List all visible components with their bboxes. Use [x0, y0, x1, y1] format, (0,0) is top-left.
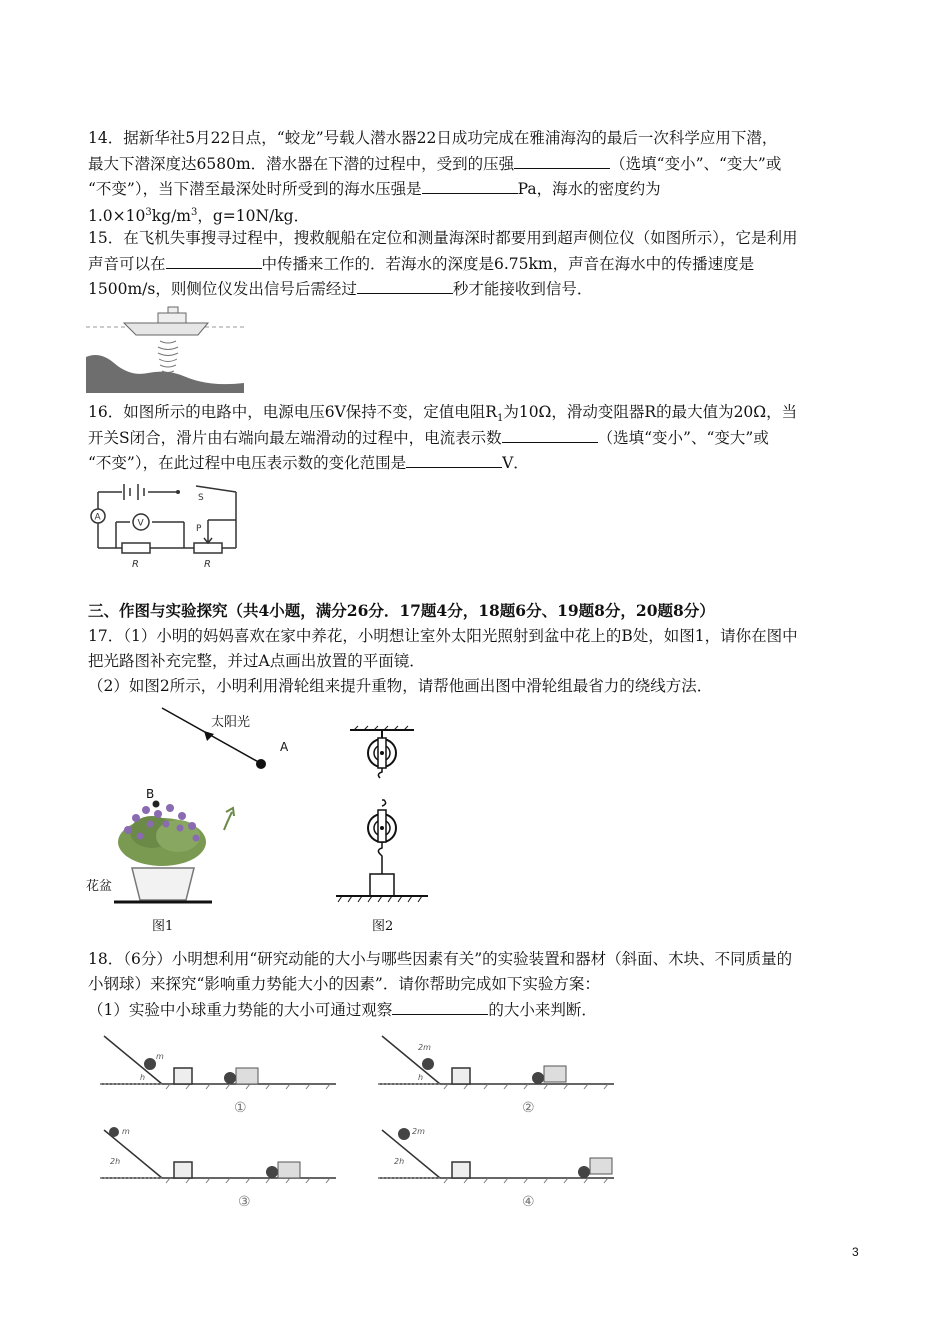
ship-hull	[124, 323, 208, 335]
q18-observe-blank[interactable]	[392, 999, 488, 1015]
q16-subscript: 1	[496, 413, 504, 425]
q16-line-3	[88, 452, 529, 473]
point-a-marker	[256, 759, 266, 769]
q14-text: kg/m	[151, 207, 191, 226]
flower-plant	[118, 801, 206, 867]
circuit-diagram	[86, 478, 242, 572]
q18-text: （1）实验中小球重力势能的大小可通过观察	[88, 1001, 393, 1019]
ball-end	[578, 1166, 590, 1178]
flower-pot	[132, 868, 194, 900]
incline	[382, 1130, 440, 1178]
movable-pulley	[368, 810, 396, 842]
load-hook	[378, 842, 382, 874]
ship-bridge	[168, 307, 178, 313]
q16-text: 开关S闭合，滑片由右端向最左端滑动的过程中，电流表示数	[88, 429, 502, 447]
q16-text: 16．如图所示的电路中，电源电压6V保持不变，定值电阻R	[88, 403, 497, 421]
figure-number: ④	[522, 1194, 535, 1210]
mass-label: 2m	[418, 1043, 431, 1052]
sunlight-label: 太阳光	[211, 715, 251, 730]
q14-line-3	[88, 178, 661, 199]
incline	[104, 1130, 162, 1178]
experiment-figure-1	[100, 1034, 340, 1118]
q16-text: “不变”），在此过程中电压表示数的变化范围是	[88, 454, 407, 472]
figure-number: ①	[234, 1100, 247, 1116]
figure-2-pulley	[336, 726, 428, 934]
q15-time-blank[interactable]	[357, 278, 453, 294]
ball-end	[224, 1072, 236, 1084]
q14-text: 最大下潜深度达6580m．潜水器在下潜的过程中，受到的压强	[88, 155, 515, 173]
wood-block-start	[452, 1068, 470, 1084]
height-label: 2h	[394, 1157, 405, 1166]
q15-text: 声音可以在	[88, 255, 166, 273]
q16-text: V．	[502, 454, 529, 472]
arrow-sprout	[224, 808, 234, 830]
figure-1-caption: 图1	[152, 919, 174, 934]
q15-text: 1500m/s，则侧位仪发出信号后需经过	[88, 280, 357, 298]
ammeter-label: A	[94, 512, 101, 523]
section-3-heading: 三、作图与实验探究（共4小题，满分26分．17题4分，18题6分、19题8分，20题8分）	[88, 601, 715, 620]
experiment-figure-2	[378, 1034, 618, 1118]
q17-line-1: 17．（1）小明的妈妈喜欢在家中养花，小明想让室外太阳光照射到盆中花上的B处，如图1，请你在图中	[88, 627, 798, 645]
q14-seawater-pressure-blank[interactable]	[422, 178, 518, 194]
ball	[398, 1128, 410, 1140]
ball-end	[532, 1072, 544, 1084]
q14-text: （选填“变小”、“变大”或	[610, 155, 782, 173]
figure-2-caption: 图2	[372, 919, 394, 934]
q14-pressure-blank[interactable]	[514, 153, 610, 169]
pot-label: 花盆	[86, 879, 113, 894]
q17-line-2: 把光路图补充完整，并过A点画出放置的平面镜．	[88, 652, 425, 670]
r1-label: R	[132, 559, 139, 570]
fixed-pulley	[368, 738, 396, 768]
q16-current-blank[interactable]	[502, 427, 598, 443]
ball-end	[266, 1166, 278, 1178]
wood-block-start	[174, 1162, 192, 1178]
wood-block-end	[544, 1066, 566, 1082]
q16-text: 为10Ω，滑动变阻器R的最大值为20Ω，当	[503, 403, 798, 421]
rheostat-r	[194, 543, 222, 553]
ball	[144, 1058, 156, 1070]
q14-text: ，g=10N/kg．	[197, 207, 310, 226]
q14-exponent: 3	[190, 207, 198, 218]
q15-text: 中传播来工作的．若海水的深度是6.75km，声音在海水中的传播速度是	[261, 255, 755, 273]
q18-line-2: 小钢球）来探究“影响重力势能大小的因素”．请你帮助完成如下实验方案：	[88, 975, 600, 993]
r-label: R	[204, 559, 211, 570]
q16-voltage-range-blank[interactable]	[406, 452, 502, 468]
fixed-pulley-hook	[378, 768, 382, 778]
q18-text: 的大小来判断．	[488, 1001, 597, 1019]
height-label: h	[418, 1073, 424, 1082]
q16-text: （选填“变小”、“变大”或	[597, 429, 769, 447]
load-weight	[370, 874, 394, 896]
resistor-r1	[122, 543, 150, 553]
page-number: 3	[852, 1245, 859, 1259]
wood-block-end	[590, 1158, 612, 1174]
figure-number: ②	[522, 1100, 535, 1116]
mass-label: m	[156, 1052, 164, 1061]
q14-text: 1.0×10	[88, 207, 146, 226]
sound-waves	[158, 341, 178, 373]
point-b-label: B	[146, 787, 155, 801]
q15-line-3	[88, 278, 592, 299]
q14-line-4	[88, 203, 309, 226]
q16-line-1	[88, 402, 797, 429]
switch-pivot	[176, 490, 180, 494]
switch-label: S	[198, 493, 204, 503]
q15-line-1: 15．在飞机失事搜寻过程中，搜救舰船在定位和测量海深时都要用到超声侧位仪（如图所示），它是利用	[88, 229, 798, 247]
height-label: h	[140, 1073, 146, 1082]
q14-text: “不变”），当下潜至最深处时所受到的海水压强是	[88, 180, 422, 198]
battery-symbol	[124, 484, 144, 500]
q14-line-1: 14．据新华社5月22日点，“蛟龙”号载人潜水器22日成功完成在雅浦海沟的最后一次科学应用下潜，	[88, 129, 778, 147]
slider-label: P	[196, 524, 202, 534]
q16-line-2	[88, 427, 769, 448]
mass-label: 2m	[412, 1127, 425, 1136]
height-label: 2h	[110, 1157, 121, 1166]
q14-exponent: 3	[145, 207, 152, 218]
sonar-ship-figure	[86, 303, 244, 393]
q15-line-2	[88, 253, 754, 274]
q15-text: 秒才能接收到信号．	[452, 280, 593, 298]
wood-block-start	[174, 1068, 192, 1084]
wood-block-start	[452, 1162, 470, 1178]
ship-cabin	[158, 313, 186, 323]
sea-floor	[86, 355, 244, 393]
experiment-figure-3	[100, 1128, 340, 1212]
wood-block-end	[236, 1068, 258, 1084]
point-a-label: A	[280, 740, 289, 754]
figure-1-extra	[218, 700, 308, 840]
figure-number: ③	[238, 1194, 251, 1210]
q18-line-1: 18．（6分）小明想利用“研究动能的大小与哪些因素有关”的实验装置和器材（斜面、木块、不同质量的	[88, 950, 793, 968]
voltmeter-label: V	[137, 518, 144, 529]
q18-line-3	[88, 999, 597, 1020]
q15-medium-blank[interactable]	[166, 253, 262, 269]
q14-line-2	[88, 153, 781, 174]
q14-text: Pa，海水的密度约为	[517, 180, 661, 198]
q17-line-3: （2）如图2所示，小明利用滑轮组来提升重物，请帮他画出图中滑轮组最省力的绕线方法．	[88, 677, 713, 695]
mass-label: m	[122, 1127, 130, 1136]
experiment-figure-4	[378, 1128, 618, 1212]
ball	[422, 1058, 434, 1070]
slider-arrow	[204, 532, 212, 543]
ball	[109, 1127, 119, 1137]
wood-block-end	[278, 1162, 300, 1178]
movable-pulley-ring	[382, 800, 386, 806]
figure-1-flower	[86, 700, 251, 938]
